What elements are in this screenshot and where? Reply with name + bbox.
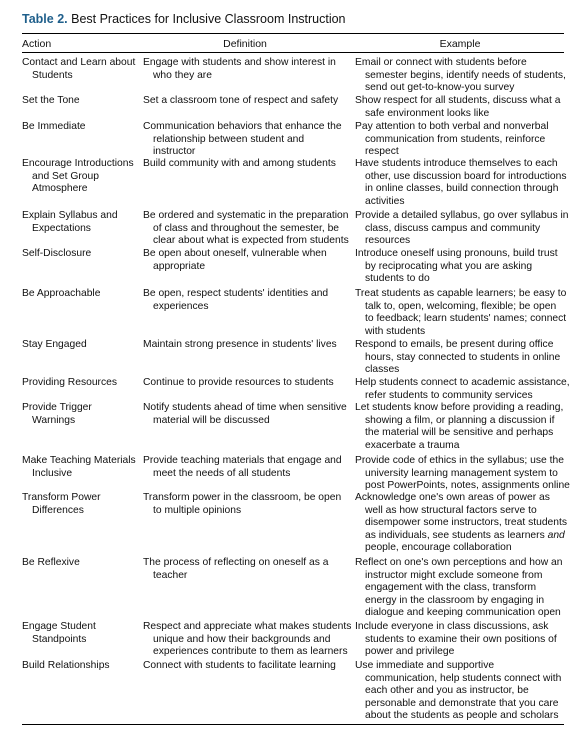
example-text-line: showing a film, or planning a discussion if [365,414,555,426]
action-cell [22,57,140,82]
example-cell [355,288,565,338]
definition-text-line: Notify students ahead of time when sensitive [143,402,347,413]
action-text-line: Be Reflexive [22,557,80,568]
action-cell [22,158,140,196]
example-text-line: the material will be sensitive and perhaps [365,427,554,438]
example-text-line: Acknowledge one's own areas of power as [355,492,550,503]
definition-text-line: Continue to provide resources to students [143,377,334,388]
bottom-rule [22,724,564,725]
example-text-line: activities [365,195,405,207]
example-cell [355,158,565,208]
definition-text-line: Connect with students to facilitate learning [143,660,336,671]
definition-text-line: Be open, respect students' identities and [143,288,329,299]
action-text-line: Engage Student [22,621,96,632]
example-text-line: Email or connect with students before [355,57,527,68]
example-text-line: university learning management system to [365,467,558,479]
action-text-line: Atmosphere [32,183,88,194]
definition-text-line: of class and throughout the semester, be [153,222,340,234]
example-cell [355,660,565,723]
example-cell [355,402,565,452]
example-text-line: power and privilege [365,646,455,657]
action-cell [22,621,140,646]
example-text-line: communication from students, reinforce [365,133,546,145]
example-text-line: Reflect on one's own perceptions and how an [355,557,563,568]
action-text-line: Explain Syllabus and [22,210,118,221]
example-text-line: respect [365,146,399,157]
example-cell [355,492,568,555]
example-cell [355,57,565,95]
example-text-line: instructor might exclude someone from [365,569,543,581]
example-text-line: people, encourage collaboration [365,542,512,553]
column-header-definition: Definition [223,38,267,50]
definition-cell [143,57,347,82]
example-text-line: well as how structural factors serve to [365,504,537,516]
example-cell [355,557,565,620]
example-text-line: Introduce oneself using pronouns, build trust [355,248,558,259]
definition-text-line: experiences [153,300,209,312]
definition-text-line: relationship between student and [153,133,305,145]
example-text-line: energy in the classroom by engaging in [365,594,545,606]
example-cell [355,455,570,493]
definition-cell [143,288,347,313]
action-text-line: Transform Power [22,492,101,503]
example-text-line: refer students to community services [365,389,533,401]
example-text-line: Provide code of ethics in the syllabus; use the [355,455,564,466]
definition-text-line: clear about what is expected from students [153,235,349,246]
example-text-line: in online classes, build connection through [365,183,559,194]
action-text-line: Students [32,69,73,81]
definition-text-line: to multiple opinions [153,504,242,516]
definition-cell [143,455,347,480]
example-text-line: each other and you as instructor, be [365,685,529,696]
table-label: Table 2. [22,12,68,26]
definition-text-line: Engage with students and show interest in [143,57,336,68]
action-cell [22,455,140,480]
definition-cell [143,402,347,427]
definition-text-line: Build community with and among students [143,158,336,169]
action-cell [22,402,140,427]
definition-cell [143,557,347,582]
definition-text-line: unique and how their backgrounds and [153,633,331,645]
definition-text-line: Be open about oneself, vulnerable when [143,248,327,259]
action-text-line: Self-Disclosure [22,248,92,259]
example-text-line: communication, help students connect with [365,672,562,684]
example-cell [355,377,570,402]
action-text-line: Stay Engaged [22,339,87,350]
definition-text-line: instructor [153,146,196,157]
definition-text-line: teacher [153,569,188,581]
example-cell [355,95,565,120]
example-text-line: Respond to emails, be present during office [355,339,554,350]
action-cell [22,377,140,390]
example-text-line: talk to, open, welcoming, flexible; be open [365,300,557,312]
action-text-line: Set the Tone [22,95,80,106]
definition-text-line: Set a classroom tone of respect and safety [143,95,339,106]
example-cell [355,121,565,159]
example-text-line: exacerbate a trauma [365,439,460,451]
example-text-line: about the students as people and scholars [365,710,559,721]
action-text-line: Inclusive [32,467,73,479]
example-text-line: semester begins, identify needs of students, [365,69,566,81]
example-text-line: post PowerPoints, notes, assignments online [365,480,570,491]
example-text-line: classes [365,364,400,375]
action-text-line: Be Immediate [22,121,86,132]
definition-text-line: appropriate [153,260,206,272]
definition-cell [143,492,347,517]
example-text-line: Use immediate and supportive [355,660,495,671]
action-text-line: Warnings [32,414,76,426]
action-text-line: Contact and Learn about [22,57,136,68]
definition-text-line: Communication behaviors that enhance the [143,121,342,132]
action-cell [22,95,140,108]
header-rule [22,52,564,53]
definition-text-line: who they are [153,69,212,81]
definition-text-line: Provide teaching materials that engage and [143,455,342,466]
column-header-action: Action [22,38,52,50]
example-text-line: engagement with the class, transform [365,582,537,593]
column-header-example: Example [439,38,481,50]
action-cell [22,248,140,261]
definition-cell [143,121,347,159]
action-text-line: Expectations [32,222,91,234]
action-text-line: Provide Trigger [22,402,92,413]
example-text-line: resources [365,235,411,246]
definition-cell [143,248,347,273]
definition-text-line: Respect and appreciate what makes students [143,621,352,632]
action-cell [22,660,140,673]
example-text-line: safe environment looks like [365,107,490,119]
action-text-line: Providing Resources [22,377,118,388]
action-cell [22,210,140,235]
action-text-line: Differences [32,504,84,516]
example-text-line: Let students know before providing a reading, [355,402,564,413]
example-text-line: with students [365,325,426,337]
table-title: Best Practices for Inclusive Classroom Instruction [71,12,346,26]
action-text-line: Build Relationships [22,660,110,671]
example-cell [355,248,565,286]
definition-cell [143,621,352,659]
example-cell [355,621,565,659]
action-text-line: and Set Group [32,170,99,182]
example-text-line: hours, stay connected to students in online [365,351,561,363]
example-text-line: other, use discussion board for introductions [365,170,567,182]
definition-text-line: The process of reflecting on oneself as a [143,557,329,568]
definition-cell [143,660,347,673]
example-text-line: students to examine their own positions of [365,633,557,645]
definition-text-line: material will be discussed [153,414,270,426]
action-text-line: Encourage Introductions [22,158,134,169]
example-text-line: Have students introduce themselves to each [355,158,558,169]
definition-text-line: Transform power in the classroom, be open [143,492,342,503]
definition-cell [143,339,347,352]
example-text-line: Treat students as capable learners; be easy to [355,288,567,299]
example-text-line: by reciprocating what you are asking [365,260,533,272]
action-cell [22,339,140,352]
example-text-line: disempower some instructors, treat students [365,517,568,528]
example-text-line: Show respect for all students, discuss what a [355,95,561,106]
example-text-line: send out get-to-know-you survey [365,82,515,93]
example-text-line: Help students connect to academic assistance, [355,377,570,388]
example-text-line: dialogue and keeping communication open [365,607,561,618]
example-text-line: Include everyone in class discussions, ask [355,621,549,632]
definition-text-line: Be ordered and systematic in the preparation [143,210,349,221]
example-text-line: class, discuss campus and community [365,222,541,234]
example-text-line: students to do [365,273,430,284]
table-caption [22,12,346,27]
definition-cell [143,95,347,108]
action-cell [22,121,140,134]
definition-cell [143,210,347,248]
definition-text-line: Maintain strong presence in students' lives [143,339,337,350]
top-rule [22,33,564,34]
action-cell [22,492,140,517]
example-cell [355,339,565,377]
action-text-line: Be Approachable [22,288,101,299]
example-text-line: Pay attention to both verbal and nonverbal [355,121,549,132]
definition-cell [143,377,347,390]
action-text-line: Make Teaching Materials [22,455,136,466]
definition-text-line: experiences contribute to them as learners [153,646,348,657]
example-text-line: as individuals, see students as learners and [365,529,565,541]
definition-cell [143,158,347,171]
action-text-line: Standpoints [32,633,87,645]
example-cell [355,210,569,248]
example-text-line: to feedback; learn students' names; connect [365,313,567,324]
definition-text-line: meet the needs of all students [153,467,291,479]
example-text-line: Provide a detailed syllabus, go over syllabus in [355,210,569,221]
action-cell [22,557,140,570]
action-cell [22,288,140,301]
example-text-line: personable and demonstrate that you care [365,697,559,709]
